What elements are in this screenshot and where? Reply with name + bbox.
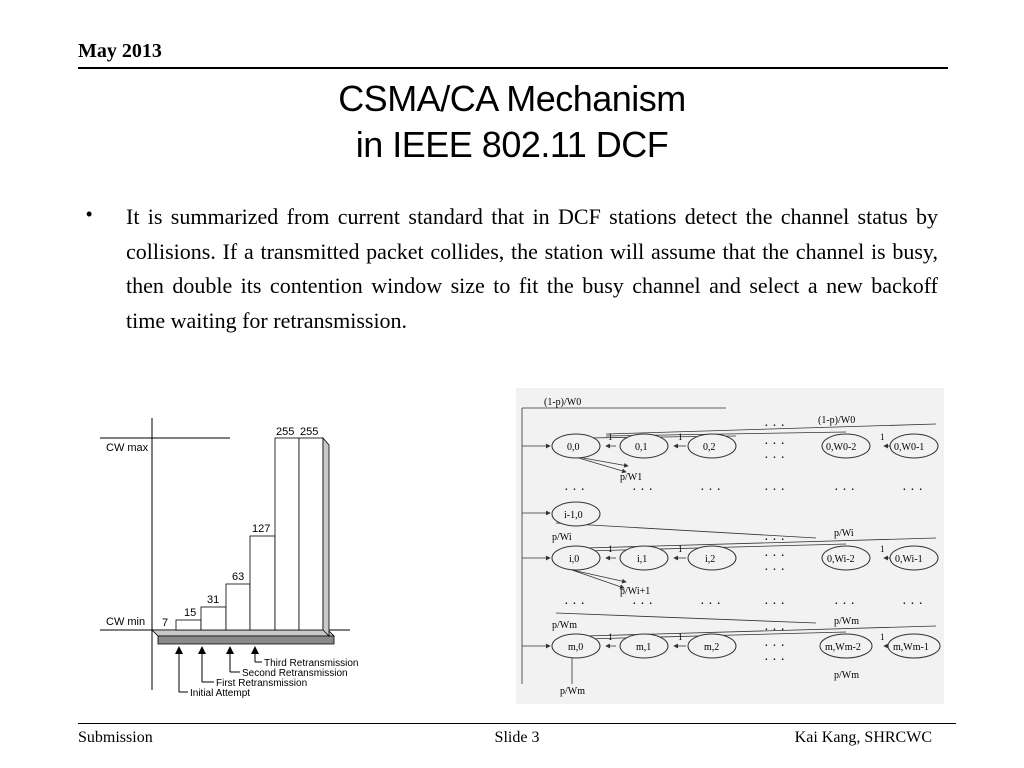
- dots-gap2-a: · · ·: [564, 597, 585, 612]
- header-date: May 2013: [78, 40, 162, 62]
- cw-min-label: CW min: [106, 616, 146, 628]
- dots-gap2-d: · · ·: [764, 597, 785, 612]
- markov-chain-svg: [516, 388, 944, 704]
- cw-base-front: [158, 636, 334, 644]
- dots-gap2-f: · · ·: [902, 597, 923, 612]
- cw-base-top: [152, 630, 334, 636]
- cw-bar-label-127: 127: [252, 523, 271, 535]
- transition-label: 1: [608, 432, 613, 442]
- transition-label: 1: [678, 632, 683, 642]
- label-p-wm-top: p/Wm: [834, 616, 859, 627]
- label-top-right: (1-p)/W0: [818, 415, 856, 426]
- cw-bar-label-7: 7: [162, 617, 169, 629]
- markov-chain-figure: [516, 388, 944, 704]
- cw-bar-label-63: 63: [232, 571, 245, 583]
- transition-label: 1: [880, 544, 885, 554]
- cw-max-label: CW max: [106, 442, 149, 454]
- state-i-2: i,2: [705, 554, 716, 565]
- state-i-wi-2: 0,Wi-2: [827, 554, 855, 565]
- transition-label: 1: [608, 544, 613, 554]
- cw-bar-label-31: 31: [207, 594, 220, 606]
- cw-bar-127: [250, 536, 275, 630]
- state-0-2: 0,2: [703, 442, 716, 453]
- header-rule: [78, 67, 948, 69]
- bullet-text: It is summarized from current standard that in DCF stations detect the channel status by collisions. If a transmitted packet collides, the station will assume that the channel is busy, then double its contention window size to fit the busy channel and select a new backoff time waiting for retransmission.: [126, 204, 938, 333]
- state-i-1: i,1: [637, 554, 648, 565]
- dots-gap1-d: · · ·: [764, 483, 785, 498]
- dots-rowi: · · ·: [764, 549, 785, 564]
- dots-row0: · · ·: [764, 437, 785, 452]
- initial-attempt-label: Initial Attempt: [190, 688, 251, 699]
- label-p-w1: p/W1: [620, 472, 643, 483]
- dots-gap2-b: · · ·: [632, 597, 653, 612]
- label-top-left: (1-p)/W0: [544, 397, 582, 408]
- state-0-w0-1: 0,W0-1: [894, 442, 925, 453]
- dots-gap1-c: · · ·: [700, 483, 721, 498]
- cw-bar-label-15: 15: [184, 607, 197, 619]
- cw-bar-15: [176, 620, 201, 630]
- bullet-marker: •: [86, 204, 93, 224]
- state-0-w0-2: 0,W0-2: [826, 442, 857, 453]
- slide-title: [0, 76, 1024, 168]
- second-retransmission-label: Second Retransmission: [242, 668, 348, 679]
- dots-rowm-upper: · · ·: [764, 623, 785, 638]
- dots-rowi-lower: · · ·: [764, 563, 785, 578]
- state-m-2: m,2: [704, 642, 720, 653]
- dots-gap1-f: · · ·: [902, 483, 923, 498]
- dots-gap2-e: · · ·: [834, 597, 855, 612]
- first-retransmission-label: First Retransmission: [216, 678, 308, 689]
- label-p-wm-bottom: p/Wm: [834, 670, 859, 681]
- cw-bar-side: [323, 438, 329, 636]
- cw-bar-31: [201, 607, 226, 630]
- dots-gap1-b: · · ·: [632, 483, 653, 498]
- footer-submission: Submission: [78, 729, 153, 746]
- state-i-wi-1: 0,Wi-1: [895, 554, 923, 565]
- dots-gap1-a: · · ·: [564, 483, 585, 498]
- dots-rowm: · · ·: [764, 639, 785, 654]
- transition-label: 1: [678, 544, 683, 554]
- footer-author: Kai Kang, SHRCWC: [794, 729, 932, 746]
- dots-rowi-upper: · · ·: [764, 533, 785, 548]
- state-0-1: 0,1: [635, 442, 648, 453]
- dots-row0-lower: · · ·: [764, 451, 785, 466]
- label-p-wm-corner: p/Wm: [560, 686, 585, 697]
- state-prev: i-1,0: [564, 510, 583, 521]
- cw-bar-255-a: [275, 438, 299, 630]
- cw-bar-label-255-b: 255: [300, 426, 319, 438]
- dots-row0-upper: · · ·: [764, 419, 785, 434]
- transition-label: 1: [608, 632, 613, 642]
- transition-label: 1: [880, 632, 885, 642]
- state-m-1: m,1: [636, 642, 652, 653]
- transition-label: 1: [678, 432, 683, 442]
- contention-window-svg: [100, 418, 380, 708]
- dots-rowm-lower: · · ·: [764, 653, 785, 668]
- label-p-wi-right: p/Wi: [834, 528, 854, 539]
- footer-rule: [78, 723, 956, 724]
- dots-gap2-c: · · ·: [700, 597, 721, 612]
- label-p-wm-left: p/Wm: [552, 620, 577, 631]
- attempt-arrowheads: [175, 646, 259, 654]
- transition-label: 1: [880, 432, 885, 442]
- state-m-0: m,0: [568, 642, 584, 653]
- slide-title-line-1: CSMA/CA Mechanism: [338, 78, 686, 119]
- state-i-0: i,0: [569, 554, 580, 565]
- contention-window-figure: [100, 418, 380, 708]
- cw-bar-label-255-a: 255: [276, 426, 295, 438]
- state-m-wm-1: m,Wm-1: [893, 642, 929, 653]
- state-m-wm-2: m,Wm-2: [825, 642, 861, 653]
- label-p-wi-left: p/Wi: [552, 532, 572, 543]
- cw-bar-63: [226, 584, 250, 630]
- cw-bars: [176, 438, 329, 636]
- slide-title-line-2: in IEEE 802.11 DCF: [355, 124, 669, 165]
- state-0-0: 0,0: [567, 442, 580, 453]
- third-retransmission-label: Third Retransmission: [264, 658, 359, 669]
- cw-bar-255-b: [299, 438, 323, 630]
- dots-gap1-e: · · ·: [834, 483, 855, 498]
- label-p-wi1: p/Wi+1: [620, 586, 651, 597]
- footer-slide-number: Slide 3: [494, 729, 540, 746]
